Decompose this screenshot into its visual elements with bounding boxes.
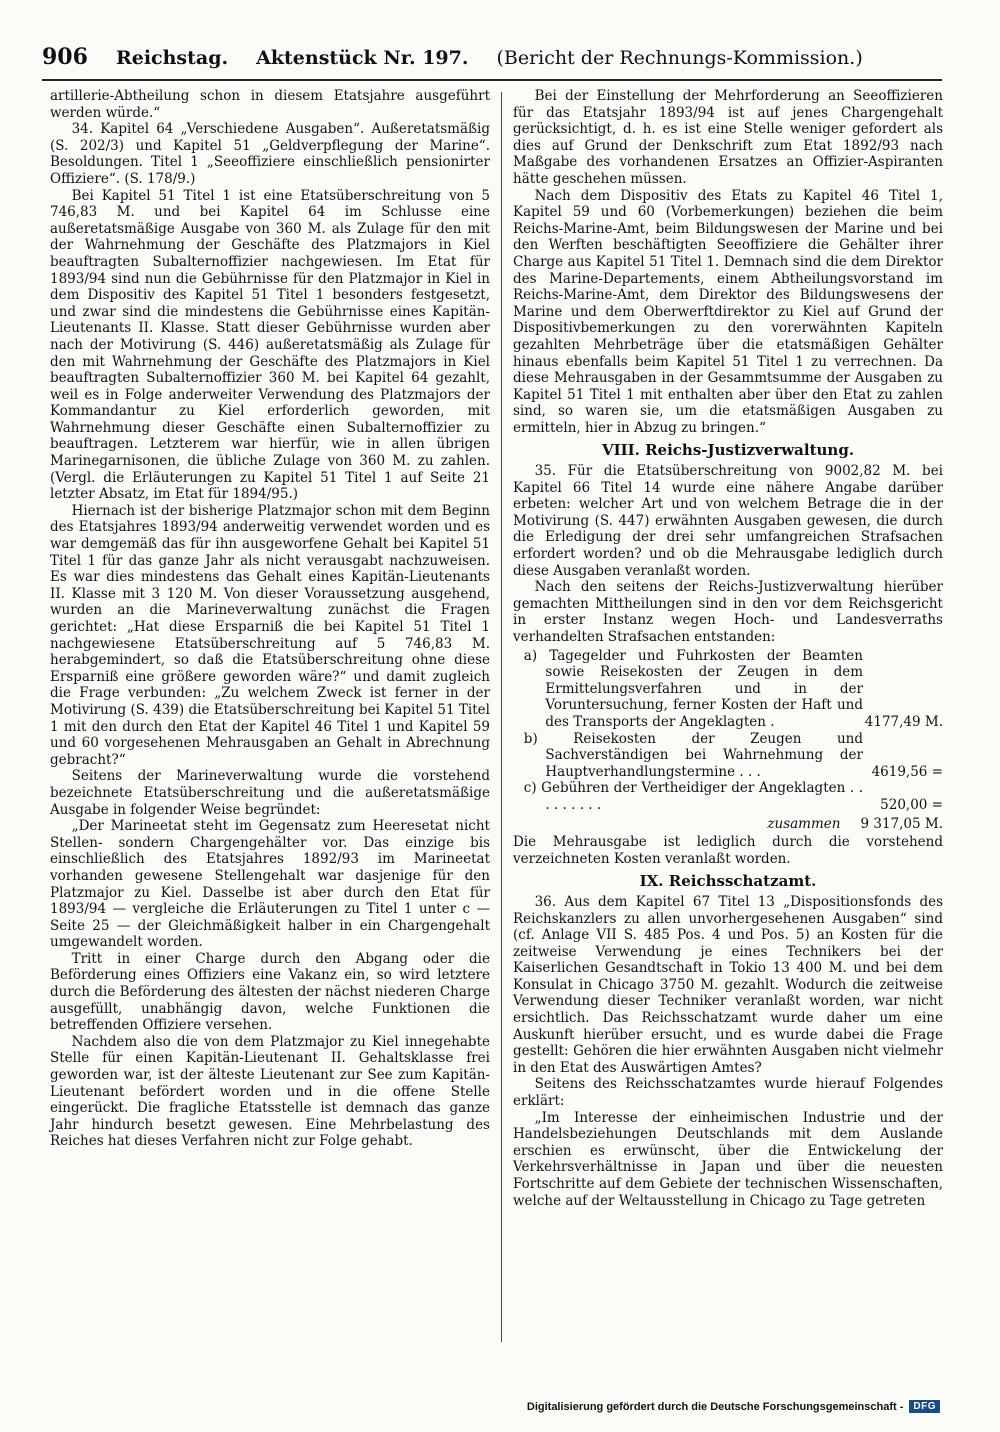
cost-item-text: b) Reisekosten der Zeugen und Sachverständigen bei Wahrnehmung der Hauptverhandlungstermine . . . (523, 730, 863, 780)
left-paragraph: Bei Kapitel 51 Titel 1 ist eine Etatsüberschreitung von 5 746,83 M. und bei Kapitel 64 im Schlusse eine außeretatsmäßige Ausgabe von 360 M. als Zulage für den mit der Wahrnehmung der Geschäfte des Platzmajors in Kiel beauftragten Subalternoffizier nachgewiesen. Im Etat für 1893/94 sind nun die Gebührnisse für den Platzmajor in Kiel in dem Dispositiv des Kapitel 51 Titel 1 besonders festgesetzt, und zwar sind die mindestens die Gebührnisse eines Kapitän-Lieutenants II. Klasse. Statt dieser Gebührnisse wurden aber nach der Motivirung (S. 446) außeretatsmäßig als Zulage für den mit Wahrnehmung der Geschäfte des Platzmajors in Kiel beauftragten Subalternoffizier 360 M. bei Kapitel 64 gezahlt, weil es in Folge anderweiter Verwendung des Platzmajors der Kommandantur zu Kiel erforderlich geworden, mit Wahrnehmung dieser Geschäfte einen Subalternoffizier zu beauftragen. Letzterem war hierfür, wie in allen übrigen Marinegarnisonen, die übliche Zulage von 360 M. zu zahlen. (Vergl. die Erläuterungen zu Kapitel 51 Titel 1 auf Seite 21 letzter Absatz, im Etat für 1894/95.) (50, 187, 490, 503)
column-divider (501, 92, 502, 1342)
page-header (42, 44, 942, 78)
cost-total (513, 816, 943, 833)
section-heading-viii: VIII. Reichs-Justizverwaltung. (601, 441, 855, 460)
dfg-logo: DFG (909, 1400, 940, 1413)
right-paragraph: Seitens des Reichsschatzamtes wurde hierauf Folgendes erklärt: (513, 1076, 943, 1110)
cost-item (513, 731, 943, 781)
header-middle: Aktenstück Nr. 197. (256, 47, 469, 69)
left-quote-paragraph: Tritt in einer Charge durch den Abgang oder die Beförderung eines Offiziers eine Vakanz ein, so wird letztere durch die Beförderung des ältesten der nächst niederen Charge ausgefüllt, unabhängig davon, welche Funktionen die betreffenden Offiziere versehen. (50, 950, 490, 1034)
cost-item-amount: 4619,56 = (871, 763, 943, 780)
cost-item-text: c) Gebühren der Vertheidiger der Angeklagten . . . . . . . . . (523, 780, 863, 813)
right-paragraph: 35. Für die Etatsüberschreitung von 9002,82 M. bei Kapitel 66 Titel 14 wurde eine nähere Angabe darüber erbeten: welcher Art und von welchem Betrage die in der Motivirung (S. 447) erwähnten Ausgaben gewesen, die durch die Erledigung der drei sehr umfangreichen Strafsachen erfordert worden? und ob die Mehrausgabe lediglich durch diese Ausgaben veranlaßt worden. (513, 463, 943, 579)
right-paragraph: Nach dem Dispositiv des Etats zu Kapitel 46 Titel 1, Kapitel 59 und 60 (Vorbemerkungen) beziehen die beim Reichs-Marine-Amt, beim Bildungswesen der Marine und bei den Werften beschäftigten Seeoffiziere die Gehälter ihrer Charge aus Kapitel 51 Titel 1. Demnach sind die dem Direktor des Marine-Departements, einem Abtheilungsvorstand im Reichs-Marine-Amt, dem Direktor des Bildungswesens der Marine und dem Oberwerftdirektor zu Kiel auf Grund der Dispositivbemerkungen zu den vorerwähnten Kapiteln gezahlten Mehrbeträge über die etatsmäßigen Gehälter hinaus ebenfalls beim Kapitel 51 Titel 1 zu verrechnen. Da diese Mehrausgaben in der Gesammtsumme der Ausgaben zu Kapitel 51 Titel 1 mit enthalten aber über den Etat zu zahlen sind, so waren sie, um die etatsmäßigen Ausgaben zu ermitteln, hier in Abzug zu bringen.“ (513, 187, 943, 436)
cost-item-amount: 4177,49 M. (864, 713, 943, 730)
right-quote-paragraph: „Im Interesse der einheimischen Industrie und der Handelsbeziehungen Deutschlands mit dem Auslande erschien es erwünscht, über die Entwickelung der Verkehrsverhältnisse in Japan und über die neuesten Fortschritte auf dem Gebiete der technischen Wissenschaften, welche auf der Weltausstellung in Chicago zu Tage getreten (513, 1109, 943, 1209)
right-column (513, 88, 943, 1209)
right-paragraph: Die Mehrausgabe ist lediglich durch die vorstehend verzeichneten Kosten veranlaßt worden. (513, 834, 943, 867)
digitization-credit (527, 1400, 940, 1413)
left-quote-paragraph: Nachdem also die von dem Platzmajor zu Kiel innegehabte Stelle für einen Kapitän-Lieutenant II. Gehaltsklasse frei geworden war, ist der älteste Lieutenant zur See zum Kapitän-Lieutenant befördert worden und in die offene Stelle eingerückt. Die fragliche Etatsstelle ist demnach das ganze Jahr hindurch besetzt gewesen. Eine Mehrbelastung des Reiches hat dieses Verfahren nicht zur Folge gehabt. (50, 1033, 490, 1150)
cost-total-amount: 9 317,05 M. (860, 815, 943, 832)
cost-list (513, 648, 943, 833)
header-right: (Bericht der Rechnungs-Kommission.) (496, 47, 863, 69)
credit-text: Digitalisierung gefördert durch die Deutsche Forschungsgemeinschaft - (526, 1400, 904, 1413)
cost-item (513, 780, 943, 813)
header-left: Reichstag. (115, 47, 229, 69)
left-column (50, 88, 490, 1150)
left-paragraph: artillerie-Abtheilung schon in diesem Etatsjahre ausgeführt werden würde.“ (50, 88, 490, 121)
page-number: 906 (42, 44, 88, 70)
right-paragraph: Nach den seitens der Reichs-Justizverwaltung hierüber gemachten Mittheilungen sind in den vor dem Reichsgericht in erster Instanz wegen Hoch- und Landesverraths verhandelten Strafsachen entstanden: (513, 579, 943, 645)
cost-item-amount: 520,00 = (880, 796, 943, 813)
section-heading-ix: IX. Reichsschatzamt. (639, 872, 817, 891)
left-paragraph: 34. Kapitel 64 „Verschiedene Ausgaben“. Außeretatsmäßig (S. 202/3) und Kapitel 51 „Geldverpflegung der Marine“. Besoldungen. Titel 1 „Seeoffiziere einschließlich pensionirter Offiziere“. (S. 178/9.) (50, 121, 490, 187)
right-paragraph: Bei der Einstellung der Mehrforderung an Seeoffizieren für das Etatsjahr 1893/94 ist auf jenes Chargengehalt gerücksichtigt, d. h. es ist eine Stelle weniger gefordert als dies auf Grund der Denkschrift zum Etat 1892/93 nach Maßgabe des vorhandenen Ersatzes an Offizier-Aspiranten hätte geschehen müssen. (513, 88, 943, 187)
header-rule (42, 79, 942, 81)
right-paragraph: 36. Aus dem Kapitel 67 Titel 13 „Dispositionsfonds des Reichskanzlers zu allen unvorhergesehenen Ausgaben“ sind (cf. Anlage VII S. 485 Pos. 4 und Pos. 5) an Kosten für die zeitweise Verwendung je eines Technikers bei der Kaiserlichen Gesandtschaft in Tokio 13 400 M. und bei dem Konsulat in Chicago 3750 M. gezahlt. Wodurch die zeitweise Verwendung dieser Techniker veranlaßt worden, war nicht ersichtlich. Das Reichsschatzamt wurde daher um eine Auskunft hierüber ersucht, und es wurde dabei die Frage gestellt: Gehören die hier erwähnten Ausgaben nicht vielmehr in den Etat des Auswärtigen Amtes? (513, 893, 943, 1076)
cost-item (513, 648, 943, 731)
left-paragraph: Hiernach ist der bisherige Platzmajor schon mit dem Beginn des Etatsjahres 1893/94 anderweitig verwendet worden und es war demgemäß das für ihn ausgeworfene Gehalt bei Kapitel 51 Titel 1 für das ganze Jahr als nicht verausgabt nachzuweisen. Es war dies mindestens das Gehalt eines Kapitän-Lieutenants II. Klasse mit 3 120 M. Von dieser Voraussetzung ausgehend, wurden an die Marineverwaltung zunächst die Fragen gerichtet: „Hat diese Ersparniß die bei Kapitel 51 Titel 1 nachgewiesene Etatsüberschreitung auf 5 746,83 M. herabgemindert, so daß die Etatsüberschreitung ohne diese Ersparniß eine größere geworden wäre?“ und damit zugleich die Frage verbunden: „Zu welchem Zweck ist ferner in der Motivirung (S. 439) die Etatsüberschreitung bei Kapitel 51 Titel 1 mit den durch den Etat der Kapitel 46 Titel 1 und Kapitel 59 und 60 vorgesehenen Mehrausgaben an Gehalt in Abrechnung gebracht?“ (50, 502, 490, 768)
left-paragraph: Seitens der Marineverwaltung wurde die vorstehend bezeichnete Etatsüberschreitung und die außeretatsmäßige Ausgabe in folgender Weise begründet: (50, 768, 490, 818)
cost-item-text: a) Tagegelder und Fuhrkosten der Beamten sowie Reisekosten der Zeugen in dem Ermittelungsverfahren und in der Voruntersuchung, ferner Kosten der Haft und des Transports der Angeklagten . (523, 647, 863, 730)
cost-total-label: zusammen (767, 815, 841, 832)
left-quote-paragraph: „Der Marineetat steht im Gegensatz zum Heeresetat nicht Stellen- sondern Chargengehälter vor. Das einzige bis einschließlich des Etatsjahres 1892/93 im Marineetat vorhanden gewesene Stellengehalt war dasjenige für den Platzmajor zu Kiel. Dasselbe ist aber durch den Etat für 1893/94 — vergleiche die Erläuterungen zu Titel 1 unter c — Seite 25 — der Gleichmäßigkeit halber in ein Chargengehalt umgewandelt worden. (50, 818, 490, 951)
